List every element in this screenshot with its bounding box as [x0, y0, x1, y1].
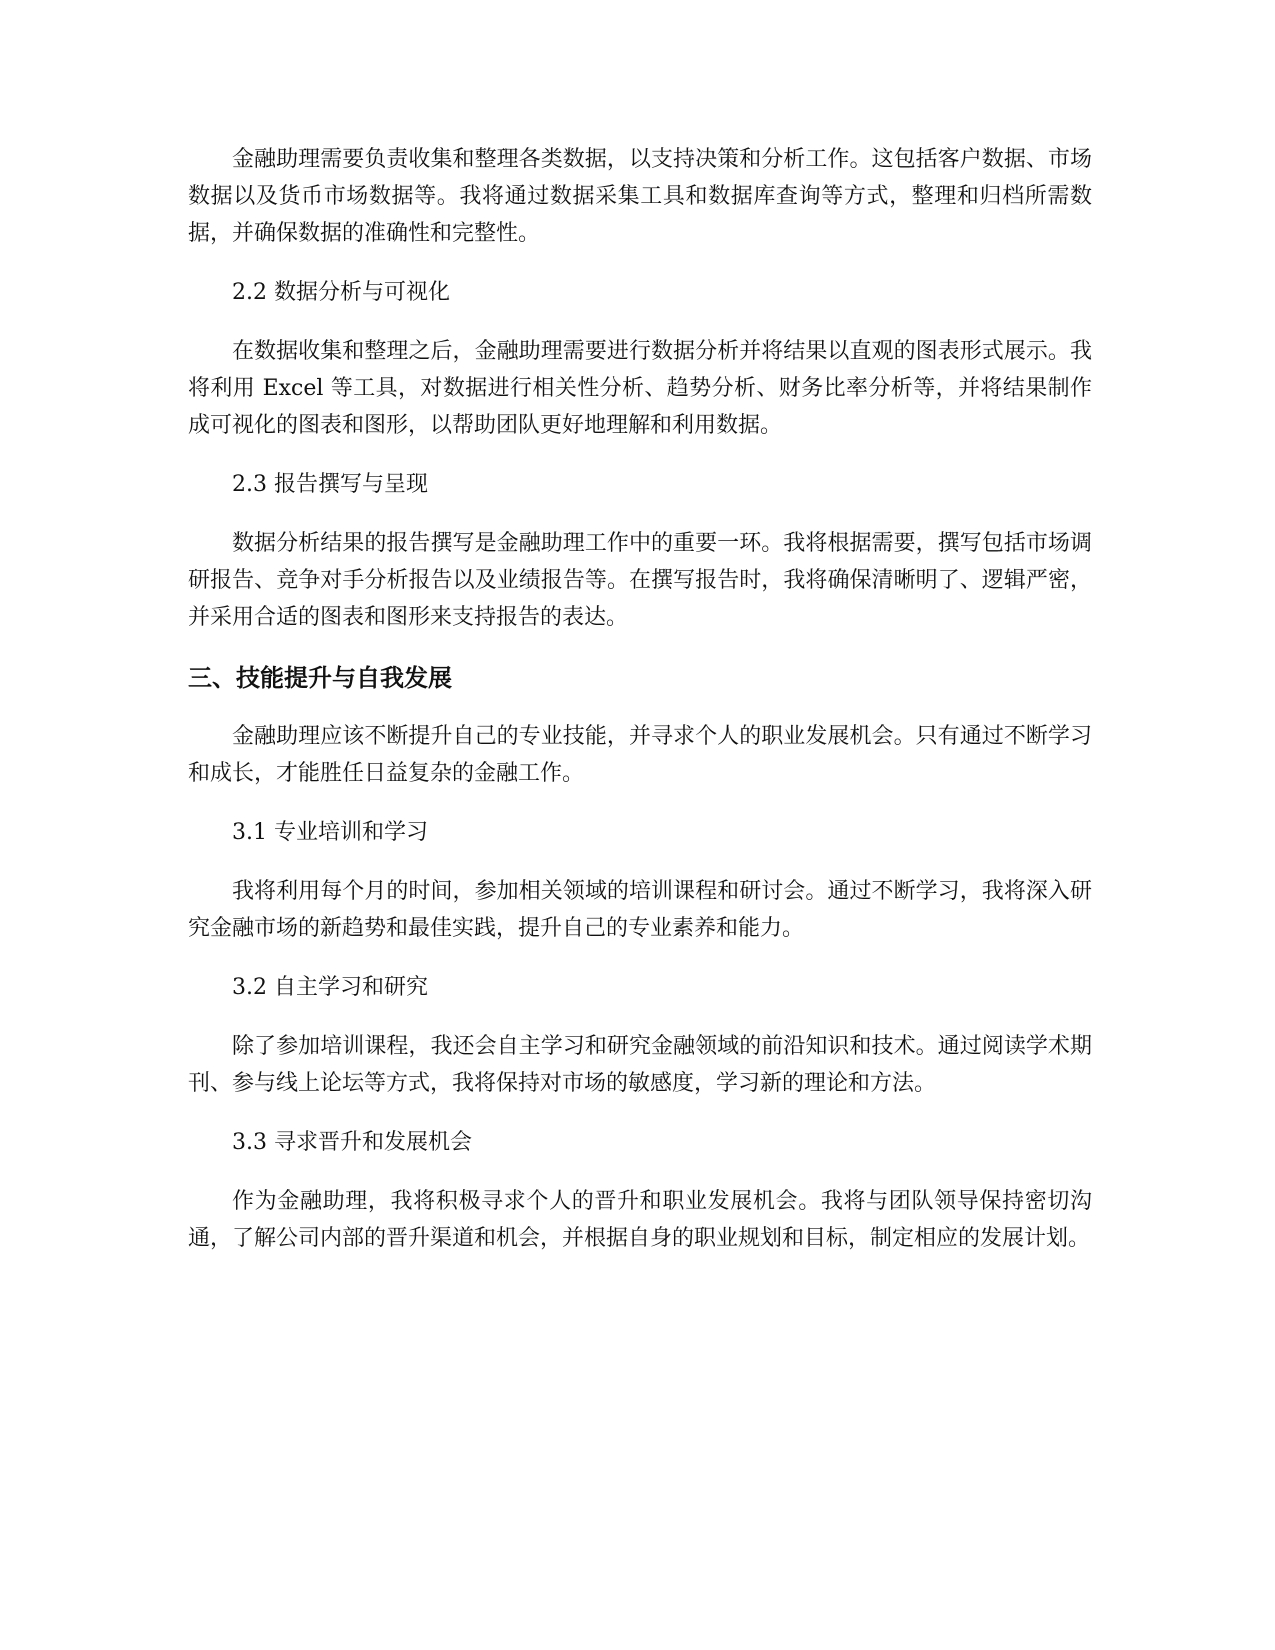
- document-body: [188, 141, 1092, 1279]
- subheading-2-3: 2.3 报告撰写与呈现: [232, 472, 428, 497]
- subheading-3-1: 3.1 专业培训和学习: [232, 820, 428, 845]
- paragraph-promotion: 作为金融助理，我将积极寻求个人的晋升和职业发展机会。我将与团队领导保持密切沟通，了解公司内部的晋升渠道和机会，并根据自身的职业规划和目标，制定相应的发展计划。: [188, 1189, 1092, 1251]
- section-heading-3: 三、技能提升与自我发展: [188, 664, 452, 692]
- subheading-3-3: 3.3 寻求晋升和发展机会: [232, 1130, 472, 1155]
- paragraph-skill-intro: 金融助理应该不断提升自己的专业技能，并寻求个人的职业发展机会。只有通过不断学习和成长，才能胜任日益复杂的金融工作。: [188, 724, 1092, 786]
- subheading-3-2: 3.2 自主学习和研究: [232, 975, 428, 1000]
- paragraph-report-writing: 数据分析结果的报告撰写是金融助理工作中的重要一环。我将根据需要，撰写包括市场调研报告、竞争对手分析报告以及业绩报告等。在撰写报告时，我将确保清晰明了、逻辑严密，并采用合适的图表和图形来支持报告的表达。: [188, 531, 1092, 630]
- subheading-2-2: 2.2 数据分析与可视化: [232, 280, 450, 305]
- paragraph-training: 我将利用每个月的时间，参加相关领域的培训课程和研讨会。通过不断学习，我将深入研究金融市场的新趋势和最佳实践，提升自己的专业素养和能力。: [188, 879, 1092, 941]
- paragraph-data-collection: 金融助理需要负责收集和整理各类数据，以支持决策和分析工作。这包括客户数据、市场数据以及货币市场数据等。我将通过数据采集工具和数据库查询等方式，整理和归档所需数据，并确保数据的准确性和完整性。: [188, 147, 1092, 246]
- paragraph-data-analysis: 在数据收集和整理之后，金融助理需要进行数据分析并将结果以直观的图表形式展示。我将利用 Excel 等工具，对数据进行相关性分析、趋势分析、财务比率分析等，并将结果制作成可视化的图表和图形，以帮助团队更好地理解和利用数据。: [188, 339, 1092, 438]
- paragraph-self-study: 除了参加培训课程，我还会自主学习和研究金融领域的前沿知识和技术。通过阅读学术期刊、参与线上论坛等方式，我将保持对市场的敏感度，学习新的理论和方法。: [188, 1034, 1092, 1096]
